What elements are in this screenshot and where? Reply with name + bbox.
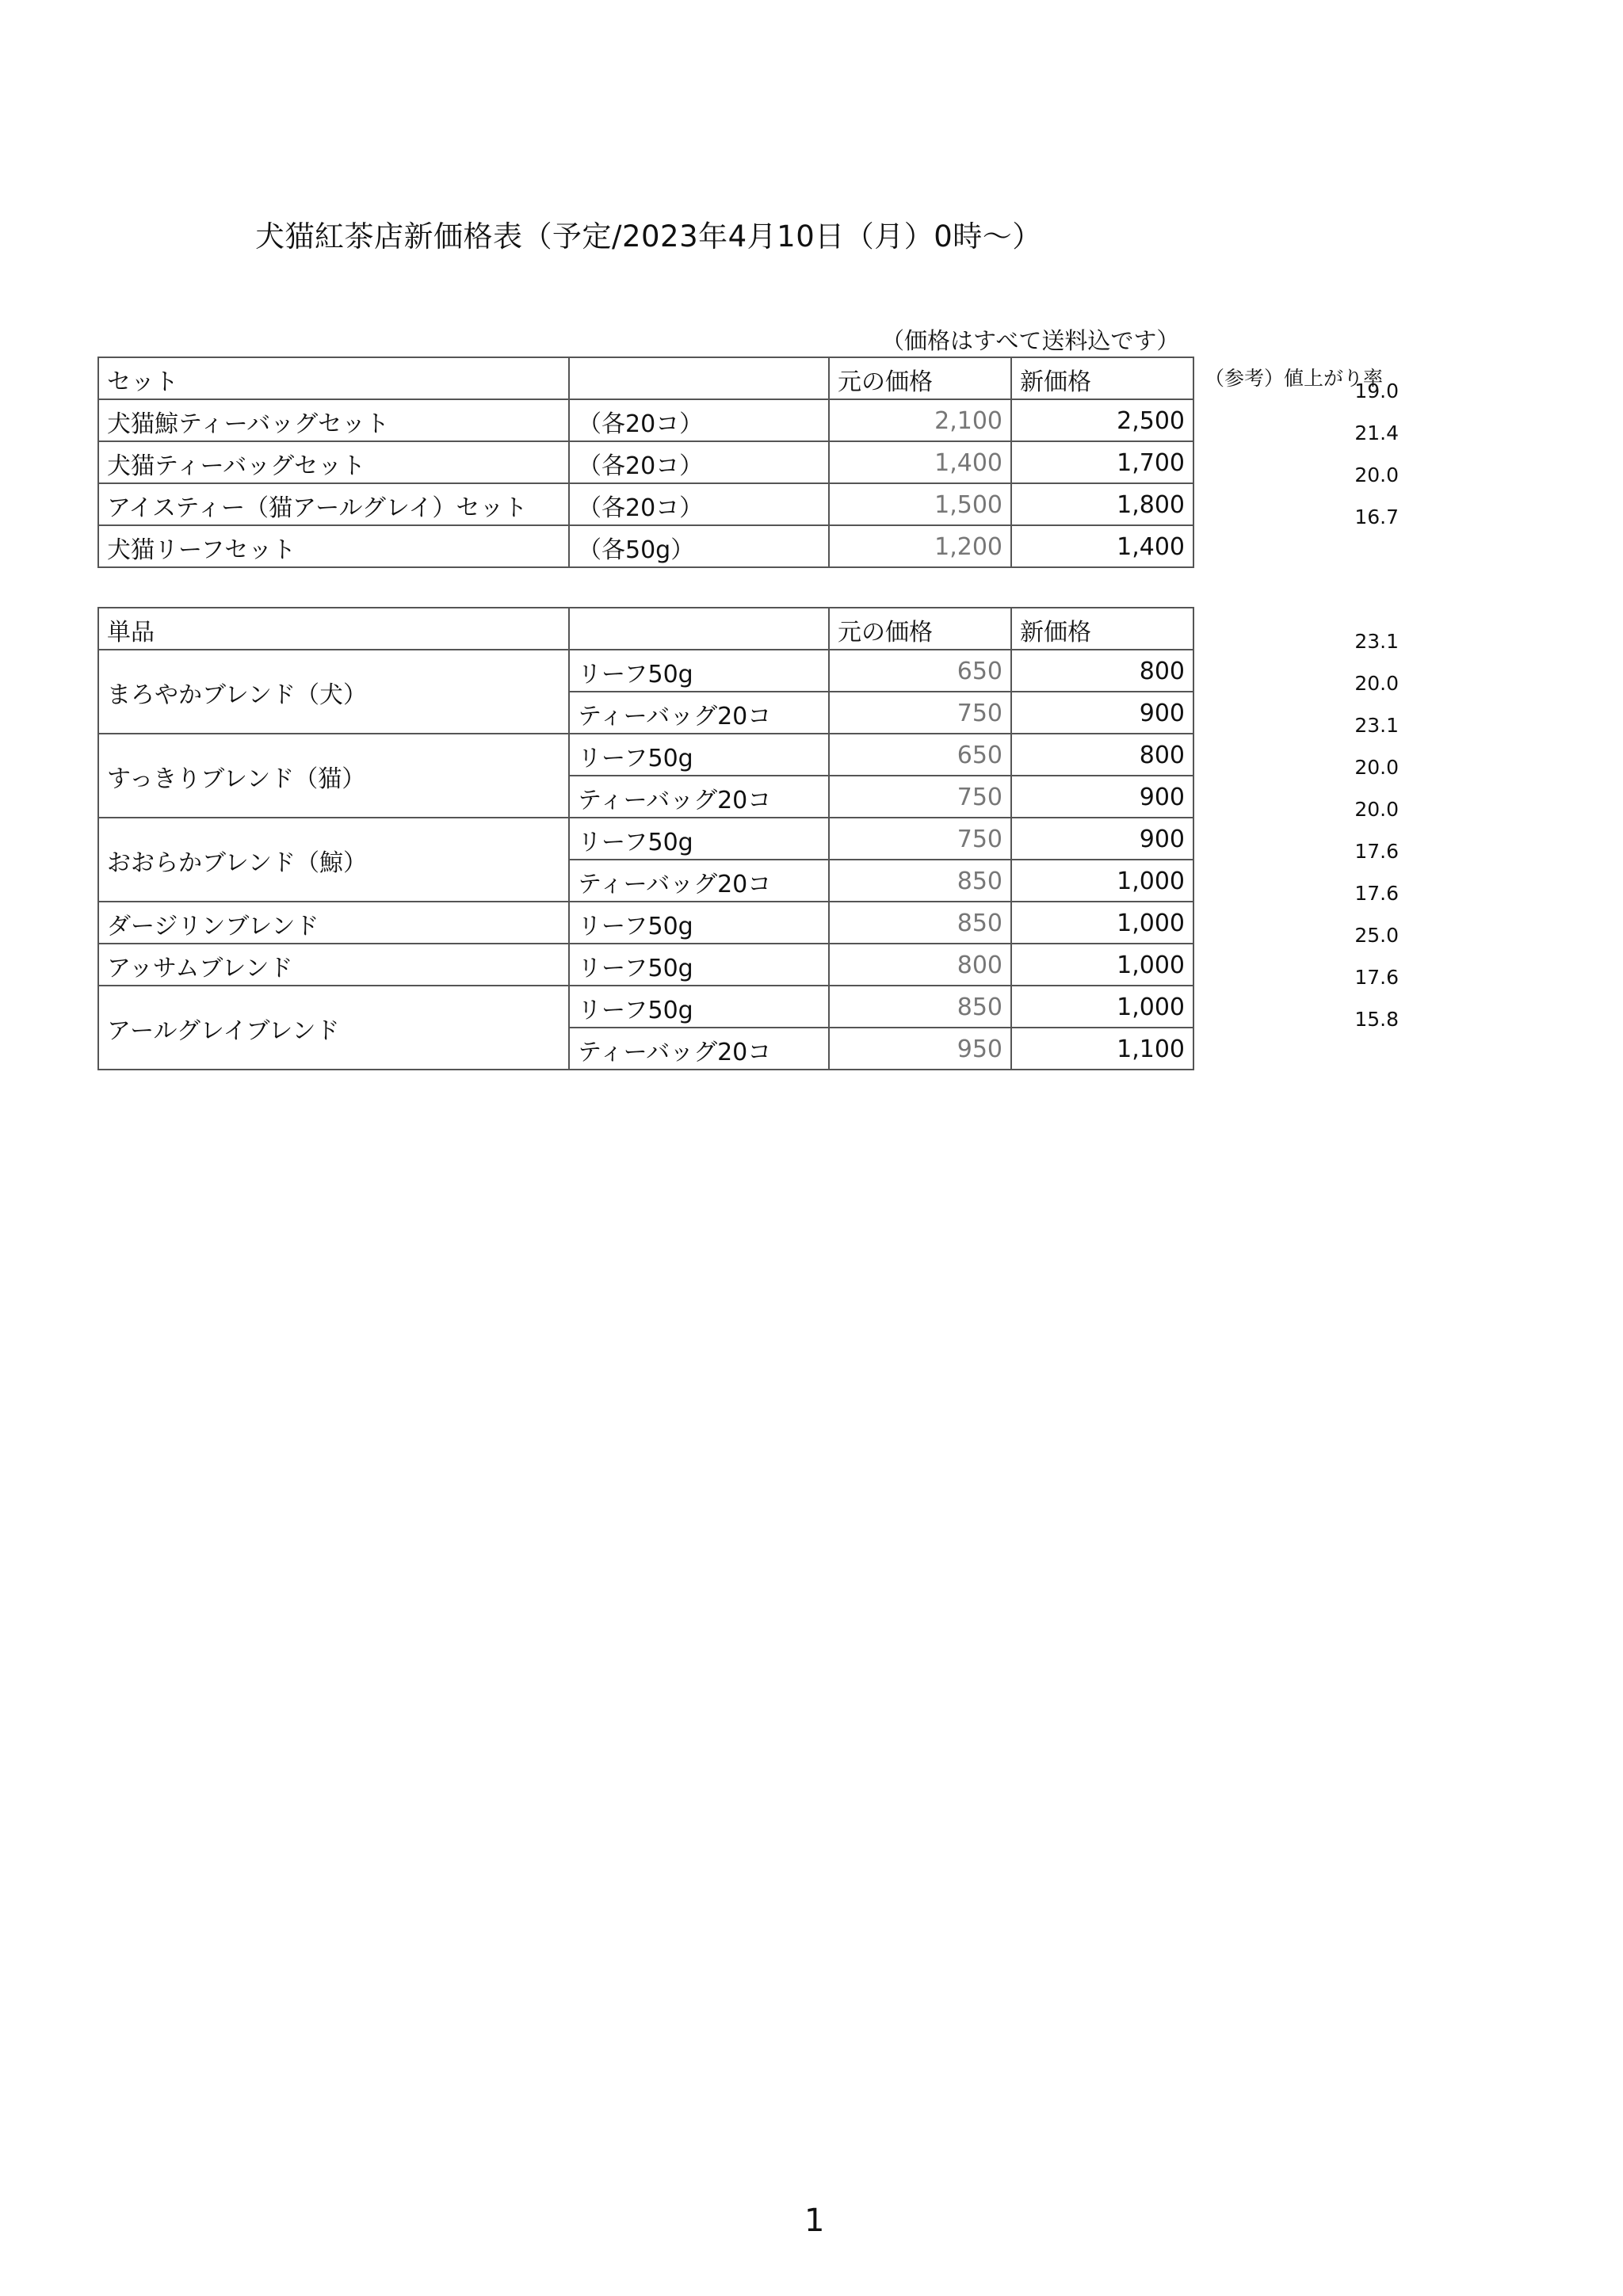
table-row [98,441,1193,483]
increase-rate: 23.1 [1354,630,1399,653]
product-spec: リーフ50g [569,902,829,944]
increase-rate: 23.1 [1354,714,1399,737]
new-price: 900 [1011,692,1193,734]
header-cell: 元の価格 [829,608,1011,650]
product-name: アールグレイブレンド [98,986,569,1070]
header-cell [569,357,829,399]
header-cell: セット [98,357,569,399]
table-row [98,650,1193,692]
product-name: アイスティー（猫アールグレイ）セット [98,483,569,525]
new-price: 1,800 [1011,483,1193,525]
new-price: 1,000 [1011,902,1193,944]
product-name: 犬猫ティーバッグセット [98,441,569,483]
header-cell [569,608,829,650]
old-price: 750 [829,818,1011,860]
new-price: 800 [1011,650,1193,692]
new-price: 1,400 [1011,525,1193,567]
table-row [98,525,1193,567]
increase-rate: 20.0 [1354,756,1399,779]
increase-rate: 17.6 [1354,966,1399,989]
table-row [98,734,1193,776]
single-price-table [97,607,1194,1070]
set-price-table [97,357,1194,568]
table-row [98,986,1193,1028]
table-header-row [98,608,1193,650]
new-price: 2,500 [1011,399,1193,441]
header-cell: 単品 [98,608,569,650]
product-name: まろやかブレンド（犬） [98,650,569,734]
increase-rate: 17.6 [1354,882,1399,905]
table-header-row [98,357,1193,399]
product-spec: リーフ50g [569,986,829,1028]
increase-rate: 20.0 [1354,463,1399,486]
old-price: 750 [829,692,1011,734]
old-price: 2,100 [829,399,1011,441]
increase-rate: 15.8 [1354,1008,1399,1031]
increase-rate: 25.0 [1354,924,1399,947]
new-price: 1,100 [1011,1028,1193,1070]
product-spec: ティーバッグ20コ [569,860,829,902]
product-name: 犬猫鯨ティーバッグセット [98,399,569,441]
header-cell: 新価格 [1011,608,1193,650]
product-spec: （各50g） [569,525,829,567]
table-row [98,818,1193,860]
product-name: ダージリンブレンド [98,902,569,944]
old-price: 1,200 [829,525,1011,567]
page-number: 1 [804,2203,825,2239]
product-spec: リーフ50g [569,944,829,986]
new-price: 800 [1011,734,1193,776]
product-name: 犬猫リーフセット [98,525,569,567]
product-name: アッサムブレンド [98,944,569,986]
product-name: すっきりブレンド（猫） [98,734,569,818]
product-spec: ティーバッグ20コ [569,692,829,734]
increase-rate: 20.0 [1354,672,1399,695]
product-spec: ティーバッグ20コ [569,1028,829,1070]
old-price: 1,400 [829,441,1011,483]
product-spec: （各20コ） [569,483,829,525]
increase-rate: 16.7 [1354,505,1399,528]
reference-rate-label: （参考）値上がり率 [1205,367,1384,390]
increase-rate: 19.0 [1354,379,1399,402]
old-price: 650 [829,650,1011,692]
increase-rate: 20.0 [1354,798,1399,821]
old-price: 850 [829,860,1011,902]
product-spec: リーフ50g [569,650,829,692]
page-title: 犬猫紅茶店新価格表（予定/2023年4月10日（月）0時〜） [255,219,1042,254]
old-price: 950 [829,1028,1011,1070]
product-spec: ティーバッグ20コ [569,776,829,818]
product-spec: （各20コ） [569,441,829,483]
new-price: 1,000 [1011,986,1193,1028]
old-price: 1,500 [829,483,1011,525]
new-price: 900 [1011,776,1193,818]
old-price: 750 [829,776,1011,818]
header-cell: 元の価格 [829,357,1011,399]
old-price: 850 [829,902,1011,944]
table-row [98,902,1193,944]
product-spec: （各20コ） [569,399,829,441]
new-price: 1,700 [1011,441,1193,483]
table-row [98,399,1193,441]
shipping-note: （価格はすべて送料込です） [881,327,1180,354]
table-row [98,483,1193,525]
increase-rate: 17.6 [1354,840,1399,863]
product-name: おおらかブレンド（鯨） [98,818,569,902]
old-price: 850 [829,986,1011,1028]
old-price: 650 [829,734,1011,776]
increase-rate: 21.4 [1354,421,1399,444]
old-price: 800 [829,944,1011,986]
product-spec: リーフ50g [569,818,829,860]
table-row [98,944,1193,986]
header-cell: 新価格 [1011,357,1193,399]
new-price: 1,000 [1011,860,1193,902]
new-price: 1,000 [1011,944,1193,986]
product-spec: リーフ50g [569,734,829,776]
new-price: 900 [1011,818,1193,860]
